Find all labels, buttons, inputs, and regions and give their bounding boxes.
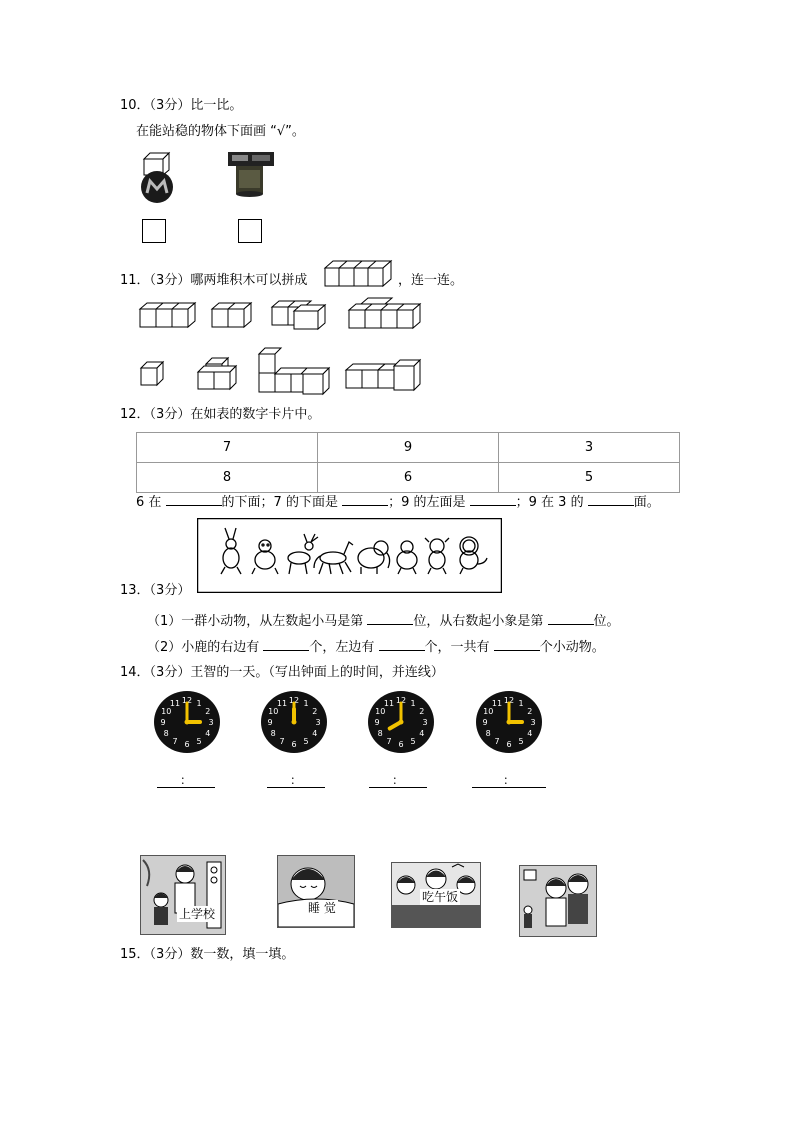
q13-sub2: （2）小鹿的右边有 个，左边有 个，一共有 个小动物。 <box>147 636 605 657</box>
block-pile-5[interactable] <box>139 360 165 388</box>
clock-number: 8 <box>163 729 169 738</box>
clock-number: 9 <box>267 718 273 727</box>
picture-caption: 上学校 <box>179 907 216 921</box>
number-card-table <box>136 432 680 493</box>
clock-number: 6 <box>291 740 297 749</box>
clock-number: 5 <box>410 737 416 747</box>
clock-number: 1 <box>518 698 524 708</box>
blank-2[interactable] <box>342 491 388 506</box>
school-scene-icon <box>141 856 225 934</box>
box-on-can-image <box>226 150 276 198</box>
q13-title: 13．（3分） <box>120 583 191 598</box>
time-blank-1[interactable]: ： <box>157 773 215 788</box>
clock-number: 12 <box>503 696 515 705</box>
clock-number: 3 <box>422 718 428 727</box>
clock-number: 2 <box>205 707 211 716</box>
time-blank-3[interactable]: ： <box>369 773 427 788</box>
blank-left-count[interactable] <box>379 636 425 651</box>
clock-number: 5 <box>518 737 524 747</box>
sleeping-child-icon <box>278 856 354 927</box>
table-row <box>137 433 680 463</box>
clock-number: 6 <box>506 740 512 749</box>
blank-4[interactable] <box>588 491 634 506</box>
clock-number: 12 <box>288 696 300 705</box>
clock-number: 7 <box>172 737 178 747</box>
time-blank-2[interactable]: ： <box>267 773 325 788</box>
clock-number: 4 <box>419 729 425 738</box>
clock-number: 4 <box>312 729 318 738</box>
card-r1c2: 9 <box>318 433 499 463</box>
blank-right-count[interactable] <box>263 636 309 651</box>
blank-total-count[interactable] <box>494 636 540 651</box>
clock-number: 5 <box>303 737 309 747</box>
block-pile-7[interactable] <box>257 346 333 396</box>
clock-number: 4 <box>205 729 211 738</box>
q14-title: 14．（3分）王智的一天。（写出钟面上的时间，并连线） <box>120 665 444 680</box>
clock-number: 9 <box>160 718 166 727</box>
clock-number: 10 <box>375 707 386 716</box>
clock-hub <box>507 720 512 725</box>
block-pile-8[interactable] <box>344 356 424 394</box>
picture-caption: 睡 觉 <box>308 901 336 915</box>
clock-number: 11 <box>276 698 288 708</box>
target-blocks-image <box>323 258 397 288</box>
block-pile-3[interactable] <box>270 296 328 332</box>
clock-hub <box>399 720 404 725</box>
clock-number: 11 <box>383 698 395 708</box>
clock-number: 8 <box>377 729 383 738</box>
blank-horse-position[interactable] <box>367 610 413 625</box>
clock-hub <box>292 720 297 725</box>
card-r2c1: 8 <box>137 463 318 493</box>
clock-number: 6 <box>184 740 190 749</box>
clock-1 <box>153 690 221 754</box>
clock-number: 1 <box>196 698 202 708</box>
q12-fill-line: 6 在 的下面；7 的下面是 ；9 的左面是 ；9 在 3 的 面。 <box>136 491 660 512</box>
clock-number: 2 <box>419 707 425 716</box>
q10-instruction: 在能站稳的物体下面画 “√”。 <box>136 124 305 139</box>
card-r2c2: 6 <box>318 463 499 493</box>
clock-number: 10 <box>483 707 494 716</box>
q11-title-before: 11．（3分）哪两堆积木可以拼成 <box>120 273 308 288</box>
card-r2c3: 5 <box>499 463 680 493</box>
answer-box-1[interactable] <box>142 219 166 243</box>
clock-number: 10 <box>268 707 279 716</box>
card-r1c1: 7 <box>137 433 318 463</box>
clock-number: 3 <box>530 718 536 727</box>
q13-sub1: （1）一群小动物，从左数起小马是第 位，从右数起小象是第 位。 <box>147 610 620 631</box>
answer-box-2[interactable] <box>238 219 262 243</box>
clock-number: 12 <box>181 696 193 705</box>
clock-number: 10 <box>161 707 172 716</box>
clock-number: 8 <box>270 729 276 738</box>
card-r1c3: 3 <box>499 433 680 463</box>
clock-number: 3 <box>208 718 214 727</box>
clock-2 <box>260 690 328 754</box>
q12-title: 12．（3分）在如表的数字卡片中。 <box>120 407 321 422</box>
clock-hub <box>185 720 190 725</box>
table-row <box>137 463 680 493</box>
q11-title-after: ，连一连。 <box>398 273 464 288</box>
clock-number: 9 <box>374 718 380 727</box>
clock-number: 6 <box>398 740 404 749</box>
time-blank-4[interactable]: ： <box>472 773 546 788</box>
clock-number: 3 <box>315 718 321 727</box>
clock-number: 2 <box>312 707 318 716</box>
blank-elephant-position[interactable] <box>548 610 594 625</box>
cube-on-ball-image <box>138 150 178 206</box>
q10-title: 10．（3分）比一比。 <box>120 98 243 113</box>
picture-playing[interactable] <box>519 865 597 937</box>
clock-number: 11 <box>169 698 181 708</box>
animals-image <box>197 518 502 593</box>
clock-number: 9 <box>482 718 488 727</box>
clock-number: 7 <box>494 737 500 747</box>
block-pile-6[interactable] <box>196 356 240 392</box>
picture-going-to-school[interactable] <box>140 855 226 935</box>
q15-title: 15．（3分）数一数，填一填。 <box>120 947 295 962</box>
blank-1[interactable] <box>166 491 222 506</box>
playing-children-icon <box>520 866 596 936</box>
block-pile-1[interactable] <box>138 300 198 330</box>
clock-number: 7 <box>279 737 285 747</box>
clock-number: 2 <box>527 707 533 716</box>
picture-lunch[interactable] <box>391 862 481 928</box>
clock-number: 8 <box>485 729 491 738</box>
clock-3 <box>367 690 435 754</box>
block-pile-4[interactable] <box>347 296 423 332</box>
clock-number: 1 <box>303 698 309 708</box>
picture-sleeping[interactable] <box>277 855 355 928</box>
clock-number: 1 <box>410 698 416 708</box>
clock-number: 7 <box>386 737 392 747</box>
clock-number: 11 <box>491 698 503 708</box>
clock-number: 5 <box>196 737 202 747</box>
block-pile-2[interactable] <box>210 300 254 330</box>
picture-caption: 吃午饭 <box>422 890 459 904</box>
clock-number: 12 <box>395 696 407 705</box>
clock-4 <box>475 690 543 754</box>
clock-number: 4 <box>527 729 533 738</box>
blank-3[interactable] <box>470 491 516 506</box>
